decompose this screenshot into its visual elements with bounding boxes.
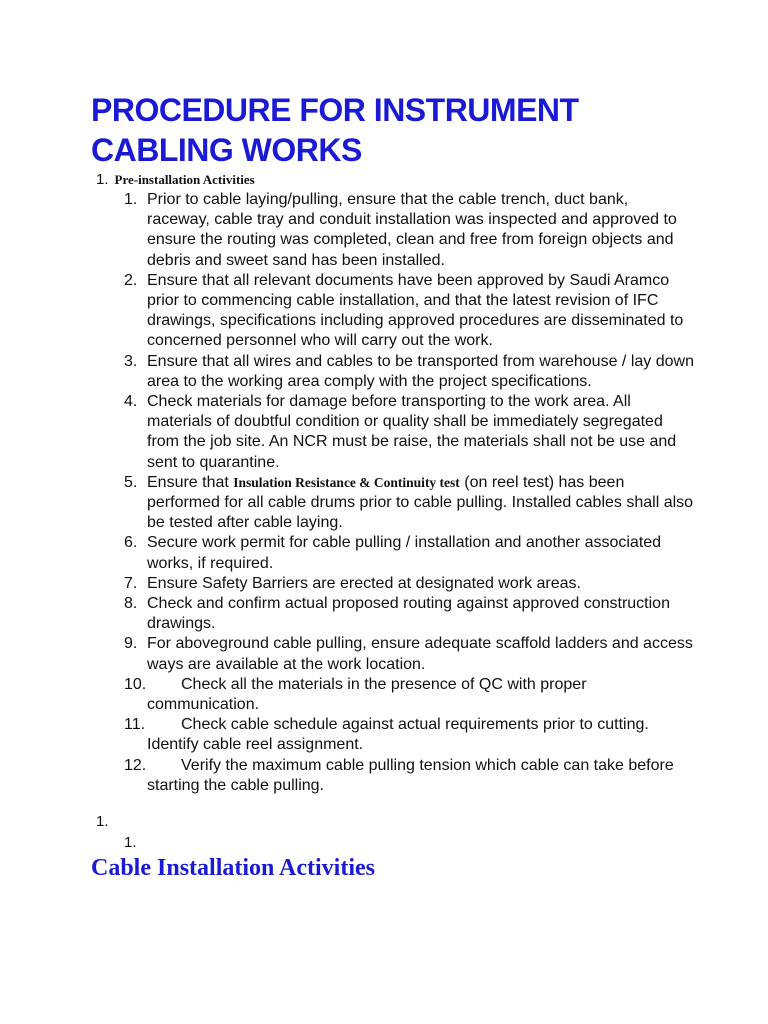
item-text: For aboveground cable pulling, ensure adequate scaffold ladders and access ways are available at the work location.: [147, 635, 693, 673]
item-text-bold: Insulation Resistance & Continuity test: [233, 474, 460, 490]
item-text: Ensure that all wires and cables to be transported from warehouse / lay down area to the working area comply with the project specifications.: [147, 352, 694, 390]
item-text: Check all the materials in the presence of QC with proper communication.: [147, 675, 587, 714]
item-number: 9.: [124, 635, 138, 653]
list-item: [124, 271, 694, 352]
section-heading: [96, 171, 255, 189]
list-item: [124, 594, 694, 634]
item-text-post: (on reel test) has been performed for all cable drums prior to cable pulling. Installed cables shall also be tested after cable laying.: [147, 473, 694, 532]
item-number: 7.: [124, 574, 138, 592]
item-number: 4.: [124, 393, 138, 411]
item-text-pre: Ensure that: [147, 473, 229, 491]
list-item: [124, 715, 694, 755]
empty-sublist-number: 1.: [124, 834, 137, 851]
item-text: Ensure Safety Barriers are erected at designated work areas.: [147, 574, 581, 592]
item-number: 6.: [124, 534, 138, 552]
item-text: Verify the maximum cable pulling tension which cable can take before starting the cable pulling.: [147, 756, 674, 794]
section-label: Pre-installation Activities: [114, 172, 255, 187]
list-item: [124, 352, 694, 392]
list-item: [124, 473, 694, 534]
item-text: Check and confirm actual proposed routing against approved construction drawings.: [147, 595, 670, 633]
section-title: Cable Installation Activities: [91, 855, 376, 881]
item-text: Check cable schedule against actual requirements prior to cutting. Identify cable reel assignment.: [147, 716, 649, 754]
item-number: 1.: [124, 191, 138, 208]
item-text: Ensure that all relevant documents have been approved by Saudi Aramco prior to commencing cable installation, and that the latest revision of IFC drawings, specifications including approved procedures are disseminated to concerned personnel who will carry out the work.: [147, 271, 684, 350]
item-text: Secure work permit for cable pulling / installation and another associated works, if required.: [147, 534, 662, 572]
item-number: 12.: [124, 756, 147, 774]
activity-list: [124, 190, 694, 796]
item-number: 11.: [124, 716, 146, 734]
item-text: Prior to cable laying/pulling, ensure that the cable trench, duct bank, raceway, cable tray and conduit installation was inspected and approved to ensure the routing was completed, clean and free from foreign objects and debris and sweet sand has been installed.: [147, 191, 677, 269]
list-item: [124, 634, 694, 674]
list-item: [124, 675, 694, 715]
item-number: 3.: [124, 352, 138, 370]
section-number: 1.: [96, 171, 109, 188]
item-number: 10.: [124, 675, 147, 693]
list-item: [124, 190, 694, 271]
page-title: PROCEDURE FOR INSTRUMENT CABLING WORKS: [91, 92, 579, 168]
empty-list-number: 1.: [96, 813, 109, 830]
list-item: [124, 392, 694, 473]
item-number: 2.: [124, 271, 138, 289]
list-item: [124, 756, 694, 796]
item-number: 5.: [124, 473, 138, 491]
list-item: [124, 574, 694, 594]
list-item: [124, 533, 694, 573]
item-number: 8.: [124, 595, 138, 613]
item-text: Check materials for damage before transporting to the work area. All materials of doubtful condition or quality shall be immediately segregated from the job site. An NCR must be raise, the materials shall not be use and sent to quarantine.: [147, 393, 677, 471]
